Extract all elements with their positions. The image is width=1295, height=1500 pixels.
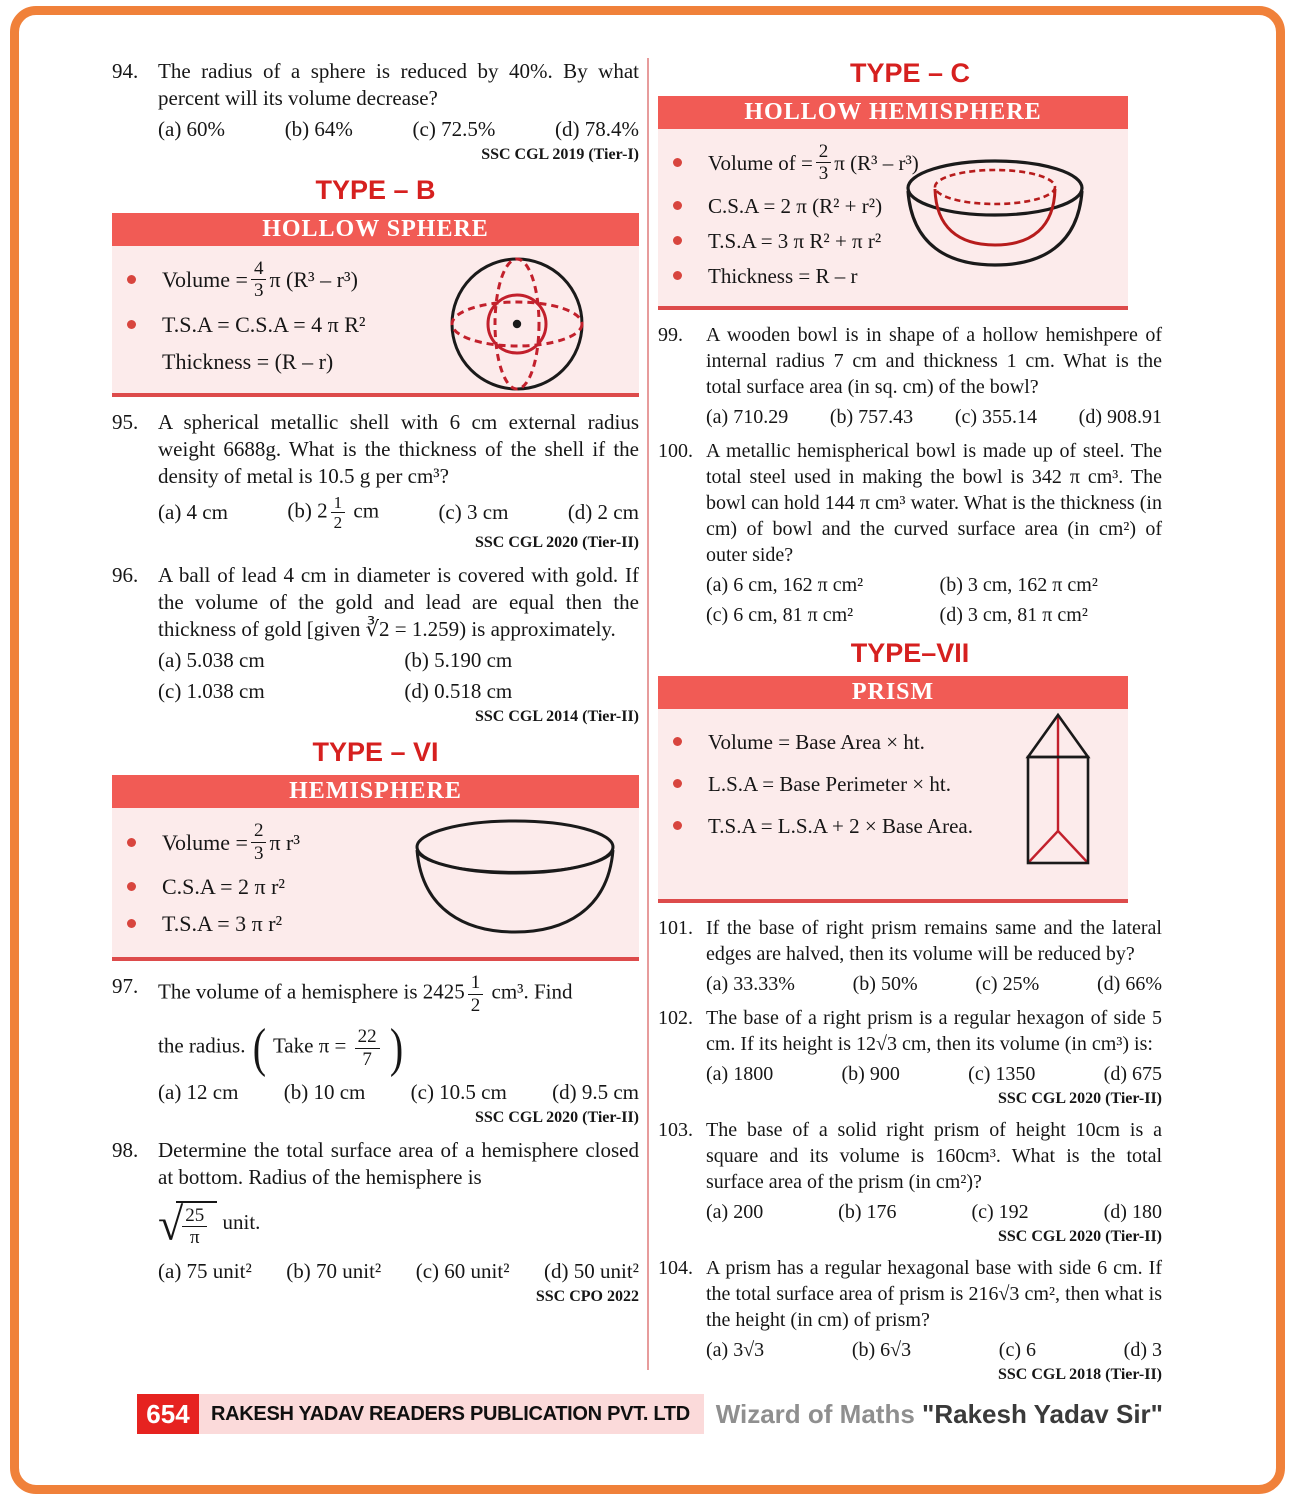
option-c: (c) 355.14: [954, 405, 1038, 428]
option-a: (a) 200: [706, 1200, 764, 1223]
bullet-icon: [673, 737, 682, 746]
formula-text: L.S.A = Base Perimeter × ht.: [708, 771, 951, 796]
fraction: $\frac{22}{7}$: [355, 1027, 380, 1069]
options-row: [706, 1337, 1162, 1363]
option-a: (a) 12 cm: [158, 1079, 239, 1104]
formula-text: Thickness = (R – r): [162, 348, 334, 374]
question-text: A ball of lead 4 cm in diameter is covered with gold. If the volume of the gold and lead are equal then the thickness of gold [given ∛2 = 1.259) is approximately.: [158, 563, 639, 642]
option-d: (d) 0.518 cm: [404, 679, 513, 704]
option-a: (a) 4 cm: [158, 500, 228, 525]
option-b: (b) 2 $\frac{1}{2}$ cm: [287, 492, 380, 533]
left-column: [112, 58, 639, 1316]
question-number: 97.: [112, 974, 139, 999]
formula-text: Volume =: [162, 829, 248, 855]
fraction: $\frac{25}{\pi}$: [182, 1206, 207, 1248]
option-b: (b) 757.43: [829, 405, 914, 428]
footer-brand-name: Wizard of Maths: [715, 1399, 923, 1429]
prism-diagram: [1022, 711, 1094, 869]
hollow-hemisphere-box-body: [658, 129, 1128, 306]
formula-text: Volume = Base Area × ht.: [708, 729, 925, 754]
question-text: √ $\frac{25}{\pi}$ unit.: [158, 1198, 261, 1250]
right-column: [658, 58, 1162, 1393]
hollow-sphere-box: [112, 213, 639, 397]
bullet-icon: [127, 882, 136, 891]
option-d: (d) 3 cm, 81 π cm²: [939, 603, 1088, 626]
question-number: 99.: [658, 323, 683, 346]
option-c: (c) 3 cm: [438, 500, 509, 525]
option-a: (a) 33.33%: [706, 972, 795, 995]
option-d: (d) 78.4%: [554, 117, 639, 141]
question-104: [658, 1255, 1162, 1385]
fraction: $\frac{2}{3}$: [816, 142, 832, 184]
question-text: Determine the total surface area of a hemisphere closed at bottom. Radius of the hemisphere is: [158, 1137, 639, 1189]
bullet-icon: [127, 320, 136, 329]
bullet-icon: [127, 838, 136, 847]
question-text: The volume of a hemisphere is 2425 $\frac{1}{2}$ cm³. Find: [158, 972, 573, 1016]
formula-text: T.S.A = L.S.A + 2 × Base Area.: [708, 813, 973, 838]
formula-text: C.S.A = 2 π r²: [162, 874, 286, 900]
question-number: 104.: [658, 1256, 693, 1279]
question-102: [658, 1005, 1162, 1109]
option-b: (b) 5.190 cm: [404, 648, 513, 673]
question-94: [112, 58, 639, 165]
formula-text: π (R³ – r³): [269, 267, 358, 293]
hollow-sphere-box-body: [112, 246, 639, 393]
fraction: $\frac{4}{3}$: [251, 259, 267, 301]
source-tag: SSC CGL 2020 (Tier-II): [474, 534, 639, 552]
question-103: [658, 1117, 1162, 1247]
footer-brand-quote: "Rakesh Yadav Sir": [922, 1399, 1163, 1429]
question-number: 98.: [112, 1137, 139, 1162]
hemisphere-box-body: [112, 808, 639, 957]
question-number: 94.: [112, 59, 139, 83]
hemisphere-diagram: [409, 816, 621, 938]
option-a: (a) 60%: [158, 117, 226, 141]
options-row: [706, 404, 1162, 430]
hollow-sphere-diagram: [443, 250, 591, 398]
hollow-hemisphere-diagram: [904, 155, 1086, 275]
question-number: 101.: [658, 916, 693, 939]
option-d: (d) 675: [1103, 1062, 1162, 1085]
option-d: (d) 66%: [1097, 972, 1162, 995]
question-number: 95.: [112, 409, 139, 434]
question-text: A prism has a regular hexagonal base with side 6 cm. If the total surface area of prism is 216√3 cm², then what is the height (in cm) of prism?: [706, 1256, 1162, 1331]
options-row: [158, 494, 639, 532]
prism-box: [658, 676, 1128, 903]
hollow-sphere-box-title: HOLLOW SPHERE: [112, 213, 639, 246]
fraction: $\frac{1}{2}$: [331, 494, 346, 532]
question-text: The base of a solid right prism of height 10cm is a square and its volume is 160cm³. What is the total surface area of the prism (in cm²)?: [706, 1118, 1162, 1193]
option-a: (a) 3√3: [706, 1338, 765, 1361]
option-a: (a) 6 cm, 162 π cm²: [706, 573, 864, 596]
formula-text: T.S.A = 3 π R² + π r²: [708, 228, 882, 253]
option-d: (d) 9.5 cm: [552, 1079, 639, 1104]
type-vii-heading: TYPE–VII: [850, 637, 970, 668]
question-101: [658, 915, 1162, 997]
options-row: [158, 116, 639, 143]
source-tag: SSC CGL 2020 (Tier-II): [474, 1108, 639, 1126]
question-96: [112, 562, 639, 727]
formula-text: π (R³ – r³): [834, 150, 919, 175]
option-d: (d) 3: [1123, 1338, 1162, 1361]
type-vi-heading: TYPE – VI: [312, 737, 439, 768]
options-row: [158, 1079, 639, 1106]
source-tag: SSC CGL 2019 (Tier-I): [481, 146, 639, 163]
question-text: The radius of a sphere is reduced by 40%. By what percent will its volume decrease?: [158, 59, 639, 110]
option-c: (c) 192: [971, 1200, 1029, 1223]
question-text: A metallic hemispherical bowl is made up of steel. The total steel used in making the bowl is 342 π cm³. The bowl can hold 144 π cm³ water. What is the thickness (in cm) of bowl and the curved surface area (in cm²) of outer side?: [706, 439, 1162, 566]
bullet-icon: [673, 271, 682, 280]
formula-text: T.S.A = C.S.A = 4 π R²: [162, 311, 366, 337]
bullet-icon: [673, 779, 682, 788]
question-100: [658, 438, 1162, 628]
formula-text: T.S.A = 3 π r²: [162, 911, 283, 937]
options-grid: [158, 647, 639, 705]
question-95: [112, 409, 639, 554]
question-number: 96.: [112, 563, 139, 588]
question-99: [658, 322, 1162, 430]
question-number: 103.: [658, 1118, 693, 1141]
formula-text: π r³: [269, 829, 300, 855]
options-grid: [706, 572, 1162, 628]
option-b: (b) 3 cm, 162 π cm²: [939, 573, 1098, 596]
type-b-heading: TYPE – B: [315, 175, 436, 205]
radical-content: [176, 1201, 217, 1248]
option-b: (b) 10 cm: [283, 1079, 366, 1104]
option-b: (b) 50%: [852, 972, 918, 995]
option-b: (b) 176: [838, 1200, 897, 1223]
formula-text: Thickness = R – r: [708, 263, 858, 288]
bullet-icon: [673, 821, 682, 830]
prism-box-body: [658, 709, 1128, 899]
question-text: The base of a right prism is a regular hexagon of side 5 cm. If its height is 12√3 cm, then its volume (in cm³) is:: [706, 1006, 1162, 1055]
option-a: (a) 710.29: [706, 405, 789, 428]
option-b: (b) 70 unit²: [286, 1258, 382, 1283]
options-row: [706, 971, 1162, 997]
footer-publisher: RAKESH YADAV READERS PUBLICATION PVT. LTD: [199, 1394, 704, 1434]
options-row: [158, 1258, 639, 1285]
option-c: (c) 6 cm, 81 π cm²: [706, 603, 854, 626]
source-tag: SSC CGL 2018 (Tier-II): [997, 1365, 1162, 1383]
prism-box-title: PRISM: [658, 676, 1128, 709]
option-c: (c) 25%: [975, 972, 1040, 995]
question-text: the radius. ( Take π = $\frac{22}{7}$ ): [158, 1016, 404, 1078]
option-b: (b) 64%: [284, 117, 353, 141]
bullet-icon: [673, 236, 682, 245]
question-text: If the base of right prism remains same and the lateral edges are halved, then its volume will be reduced by?: [706, 916, 1162, 965]
column-divider: [647, 58, 649, 1370]
footer-page-number: 654: [137, 1394, 199, 1434]
option-c: (c) 60 unit²: [415, 1258, 510, 1283]
bullet-icon: [127, 919, 136, 928]
formula-text: Volume of =: [708, 150, 813, 175]
source-tag: SSC CGL 2020 (Tier-II): [997, 1227, 1162, 1245]
options-row: [706, 1061, 1162, 1087]
formula-text: C.S.A = 2 π (R² + r²): [708, 193, 883, 218]
option-d: (d) 2 cm: [567, 500, 639, 525]
option-c: (c) 1350: [968, 1062, 1036, 1085]
source-tag: SSC CPO 2022: [535, 1287, 639, 1305]
option-b: (b) 6√3: [851, 1338, 912, 1361]
question-98: [112, 1137, 639, 1307]
option-d: (d) 180: [1103, 1200, 1162, 1223]
bullet-icon: [673, 201, 682, 210]
source-tag: SSC CGL 2020 (Tier-II): [997, 1089, 1162, 1107]
options-row: [706, 1199, 1162, 1225]
option-c: (c) 1.038 cm: [158, 679, 265, 704]
hemisphere-box-title: HEMISPHERE: [112, 775, 639, 808]
option-d: (d) 908.91: [1078, 405, 1162, 428]
bullet-icon: [673, 158, 682, 167]
hemisphere-box: [112, 775, 639, 961]
radical-sign: √: [158, 1198, 184, 1250]
hollow-hemisphere-box-title: HOLLOW HEMISPHERE: [658, 96, 1128, 129]
source-tag: SSC CGL 2014 (Tier-II): [474, 708, 639, 726]
hollow-hemisphere-box: [658, 96, 1128, 310]
option-c: (c) 72.5%: [412, 117, 496, 141]
fraction: $\frac{1}{2}$: [468, 973, 484, 1015]
question-number: 102.: [658, 1006, 693, 1029]
option-a: (a) 75 unit²: [158, 1258, 252, 1283]
fraction: $\frac{2}{3}$: [251, 821, 267, 863]
option-a: (a) 1800: [706, 1062, 774, 1085]
option-d: (d) 50 unit²: [544, 1258, 639, 1283]
footer-brand: [716, 1398, 1163, 1430]
question-text: A wooden bowl is in shape of a hollow hemishpere of internal radius 7 cm and thickness 1 cm. What is the total surface area (in sq. cm) of the bowl?: [706, 323, 1162, 398]
question-97: [112, 973, 639, 1128]
option-c: (c) 10.5 cm: [410, 1079, 507, 1104]
bullet-icon: [127, 275, 136, 284]
option-b: (b) 900: [841, 1062, 900, 1085]
question-number: 100.: [658, 439, 693, 462]
formula-text: Volume =: [162, 267, 248, 293]
option-c: (c) 6: [998, 1338, 1036, 1361]
option-a: (a) 5.038 cm: [158, 648, 265, 673]
type-c-heading: TYPE – C: [849, 58, 971, 88]
question-text: A spherical metallic shell with 6 cm external radius weight 6688g. What is the thickness of the shell if the density of metal is 10.5 g per cm³?: [158, 409, 639, 488]
